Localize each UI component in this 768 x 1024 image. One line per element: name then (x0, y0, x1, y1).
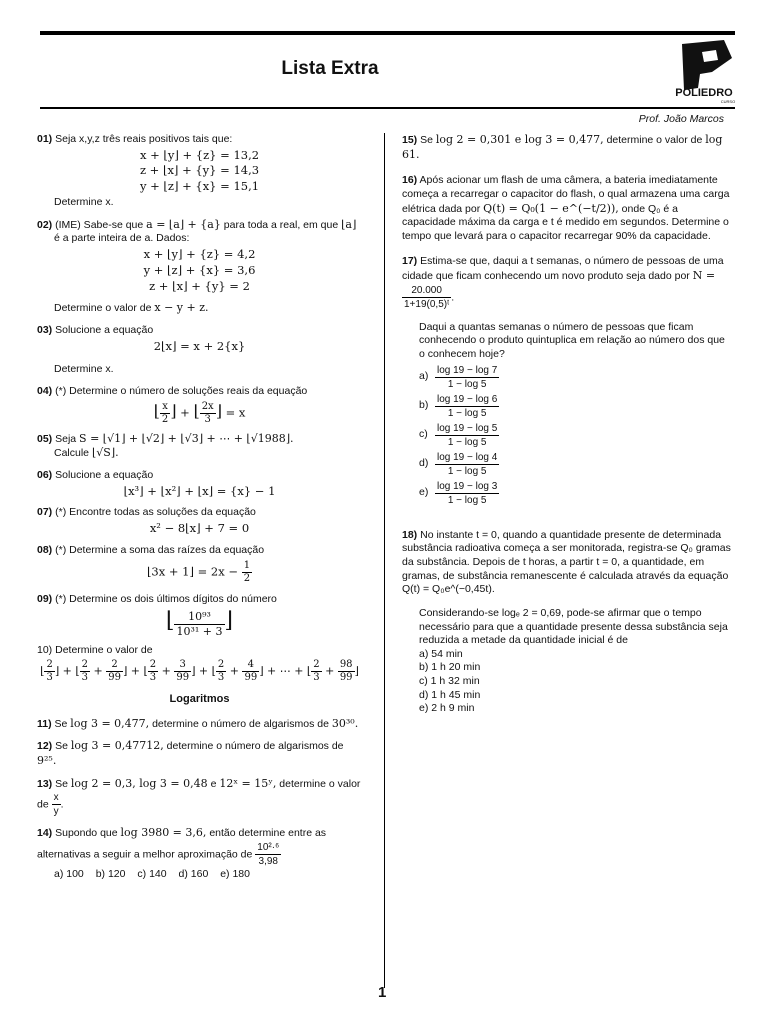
professor-name: Prof. João Marcos (638, 113, 724, 125)
question-08 (37, 544, 362, 585)
question-number: 17) (402, 255, 418, 268)
question-14 (37, 826, 362, 881)
poliedro-logo (672, 38, 736, 104)
logo-subtext: CURSO (720, 99, 736, 104)
question-number: 14) (37, 827, 53, 840)
fraction: $\frac{\text{10⁹³}}{\text{10³¹ + 3}}$ (176, 610, 223, 638)
equation: ⌊x³⌋ + ⌊x²⌋ + ⌊x⌋ = {x} − 1 (123, 483, 276, 498)
math-expression: log 2 = 0,3, log 3 = 0,48 (70, 776, 208, 790)
math-expression: Q(t) = Q₀(1 − e^(−t/2)), (483, 201, 619, 215)
question-text: Solucione a equação (55, 468, 154, 481)
equation: z + ⌊x⌋ + {y} = 2 (149, 278, 250, 293)
question-number: 12) (37, 740, 53, 753)
question-11 (37, 717, 362, 732)
math-expression: log 3 = 0,477, (70, 716, 150, 730)
equation (37, 560, 362, 585)
math-expression: x − y + z. (154, 301, 209, 315)
section-title-logaritmos: Logaritmos (169, 693, 230, 706)
question-text: (*) Determine a soma das raízes da equação (55, 543, 265, 556)
question-number: 15) (402, 134, 418, 146)
math-expression: 9²⁵. (37, 754, 57, 768)
equation: y + ⌊z⌋ + {x} = 15,1 (139, 179, 260, 194)
question-text: Determine o valor de (54, 302, 152, 315)
question-03 (37, 324, 362, 377)
question-number: 08) (37, 543, 53, 556)
fraction: $\frac{\text{10²·⁶}}{3,98}$ (257, 841, 280, 867)
math-expression: ⌊√S⌋. (91, 446, 119, 460)
option-d: d) $\frac{\log 19 - \log 4}{1 - \log 5}$ (419, 451, 498, 477)
fraction: $\frac{98}{99}$ (339, 659, 353, 684)
question-06 (37, 469, 362, 498)
question-text: Se (55, 740, 68, 753)
question-text: determine o valor de (606, 134, 703, 146)
question-13: 13) Se log 2 = 0,3, log 3 = 0,48 e 12ˣ = 15ʸ, determine o valor de $\frac{x}{y}$ . (37, 776, 361, 818)
option-a: a) $\frac{\log 19 - \log 7}{1 - \log 5}$ (419, 364, 498, 390)
question-number: 09) (37, 592, 53, 605)
question-ask (37, 301, 362, 316)
question-text: Seja (55, 432, 77, 445)
fraction: $\frac{2}{3}$ (81, 659, 88, 684)
math-expression: S = ⌊√1⌋ + ⌊√2⌋ + ⌊√3⌋ + ⋯ + ⌊√1988⌋. (79, 431, 294, 445)
question-text: é a parte inteira de a. Dados: (54, 232, 190, 245)
option-e: e) 180 (220, 867, 250, 880)
header-rule-top (40, 31, 735, 35)
question-text: Supondo que (55, 827, 118, 840)
question-text: Estima-se que, daqui a t semanas, o número de pessoas de uma cidade que ficam conhecendo um novo produto seja dado por (402, 255, 724, 283)
question-text: onde Q₀ é a capacidade máxima da carga e t é medido em segundos. Determine o tempo que levará para o capacitor recarregar 90% da capacidade. (402, 202, 729, 242)
question-02 (37, 218, 362, 316)
option-b: b) $\frac{\log 19 - \log 6}{1 - \log 5}$ (419, 393, 498, 419)
fraction: $\frac{x}{y}$ (53, 792, 59, 818)
fraction: $\frac{3}{99}$ (176, 659, 190, 684)
question-text: (*) Determine o número de soluções reais da equação (55, 385, 308, 398)
equation-text: ⌊3x + 1⌋ = 2x − (146, 564, 239, 578)
question-text: determine o valor de (37, 777, 361, 811)
math-expression: 30³⁰. (331, 716, 359, 730)
fraction: $\frac{1}{2}$ (243, 559, 251, 584)
question-number: 18) (402, 528, 418, 541)
equation: ⌊ $\frac{x}{2}$ ⌋ + ⌊ $\frac{2x}{3}$ ⌋ = x (153, 400, 246, 425)
question-text: Calcule (54, 447, 90, 460)
option-b: b) 120 (95, 867, 126, 880)
question-number: 06) (37, 468, 53, 481)
header-rule-bottom (40, 107, 735, 109)
question-text: para toda a real, em que (223, 218, 339, 231)
question-number: 04) (37, 385, 53, 398)
logo-text: POLIEDRO (675, 87, 733, 99)
fraction: $\frac{2}{3}$ (46, 659, 53, 684)
question-text: Determine o valor de (55, 643, 153, 656)
math-expression: log 61. (402, 133, 723, 161)
question-text: Se (420, 134, 433, 146)
page-title: Lista Extra (281, 58, 379, 79)
option-b: b) 1 h 20 min (419, 661, 481, 674)
fraction: $\frac{2x}{3}$ (201, 400, 214, 425)
question-text: Solucione a equação (55, 323, 154, 336)
option-c: c) $\frac{\log 19 - \log 5}{1 - \log 5}$ (419, 422, 498, 448)
question-text: (*) Determine os dois últimos dígitos do número (55, 592, 277, 605)
question-number: 02) (37, 218, 53, 231)
right-column (402, 133, 732, 721)
math-expression: log 3980 = 3,6, (120, 826, 207, 840)
math-expression: 12ˣ = 15ʸ, (219, 776, 277, 790)
question-number: 05) (37, 432, 53, 445)
question-ask: Determine x. (54, 196, 114, 209)
question-number: 10) (37, 643, 53, 656)
question-17: 17) Estima-se que, daqui a t semanas, o número de pessoas de uma cidade que ficam conhecendo um novo produto seja dado por N = $\frac{20.000}{\text{1+19(0,5)ᵗ}}$ . Daqui a quantas semanas o número de pessoas que ficam conhecendo o produto quintuplica em relação ao número dos que o conhecem hoje? a) $\frac{\log 19 - \log 7}{1 - \log 5}$ b) $\frac{\log 19 - \log 6}{1 - \log 5}$ c) $\frac{\log 19 - \log 5}{1 - \log 5}$ d) $\frac{\log 19 - \log 4}{1 - \log 5}$ e) $\frac{\log 19 - \log 3}{1 - \log 5}$ (402, 255, 732, 506)
option-c: c) 140 (137, 867, 167, 880)
question-text: Considerando-se logₑ 2 = 0,69, pode-se afirmar que o tempo necessário para que a quantidade presente dessa substância seja reduzida a metade da quantidade inicial é de (419, 606, 728, 647)
question-text: (*) Encontre todas as soluções da equação (55, 506, 256, 519)
question-ask (37, 446, 362, 461)
fraction: $\frac{4}{99}$ (244, 659, 258, 684)
option-e: e) $\frac{\log 19 - \log 3}{1 - \log 5}$ (419, 480, 498, 506)
question-text: Após acionar um flash de uma câmera, a bateria imediatamente começa a recarregar o capacitor do flash, o qual armazena uma carga elétrica dada por (402, 174, 730, 215)
question-number: 13) (37, 777, 53, 790)
option-e: e) 2 h 9 min (419, 702, 475, 715)
question-01 (37, 133, 362, 210)
question-12 (37, 739, 362, 768)
equation: ⌊ $\frac{\text{10⁹³}}{\text{10³¹ + 3}}$ ⌋ (165, 608, 234, 638)
math-expression: ⌊a⌋ (341, 217, 357, 231)
question-number: 07) (37, 506, 53, 519)
equation: x² − 8⌊x⌋ + 7 = 0 (149, 521, 250, 536)
question-07 (37, 506, 362, 535)
equation: x + ⌊y⌋ + {z} = 13,2 (139, 147, 260, 162)
fraction: $\frac{x}{2}$ (161, 400, 169, 425)
question-text: determine o número de algarismos de (152, 717, 329, 730)
left-column (37, 133, 362, 887)
question-05 (37, 432, 362, 461)
fraction: $\frac{20.000}{\text{1+19(0,5)ᵗ}}$ (404, 284, 450, 310)
question-10 (37, 644, 362, 685)
question-text: No instante t = 0, quando a quantidade presente de determinada substância radioativa começa a ser monitorada, registra-se Q₀ gramas da substância. Depois de t horas, a partir t = 0, a quantidade, em gramas, de substância remanescente é calculada através da equação Q(t) = Q₀e^(−0,45t). (402, 528, 731, 596)
option-a: a) 54 min (419, 647, 463, 660)
fraction: $\frac{2}{3}$ (313, 659, 320, 684)
question-15 (402, 133, 732, 162)
fraction: $\frac{2}{3}$ (217, 659, 225, 684)
page-number: 1 (378, 984, 387, 1001)
option-c: c) 1 h 32 min (419, 675, 480, 688)
answer-options (402, 648, 732, 716)
question-text: Se (55, 777, 68, 790)
math-expression: N = (692, 269, 716, 283)
equation: 2⌊x⌋ = x + 2{x} (153, 338, 246, 353)
question-text: Seja x,y,z três reais positivos tais que: (55, 133, 233, 145)
question-number: 16) (402, 174, 418, 187)
question-04 (37, 385, 362, 426)
question-text: Daqui a quantas semanas o número de pessoas que ficam conhecendo o produto quintuplica em relação ao número dos que o conhecem hoje? (419, 320, 725, 361)
math-expression: a = ⌊a⌋ + {a} (146, 217, 221, 231)
question-16 (402, 174, 732, 243)
option-d: d) 1 h 45 min (419, 688, 481, 701)
question-09 (37, 593, 362, 638)
equation: z + ⌊x⌋ + {y} = 14,3 (139, 163, 260, 178)
fraction: $\frac{2}{3}$ (149, 659, 157, 684)
question-text: então determine entre as alternativas a seguir a melhor aproximação de (37, 827, 327, 861)
option-d: d) 160 (178, 867, 209, 880)
fraction: $\frac{2}{99}$ (108, 659, 121, 684)
question-number: 11) (37, 717, 52, 730)
math-expression: log 3 = 0,47712, (70, 739, 164, 753)
option-a: a) 100 (54, 867, 84, 880)
question-18 (402, 529, 732, 716)
question-number: 01) (37, 133, 53, 145)
question-text: (IME) Sabe-se que (55, 218, 144, 231)
equation: y + ⌊z⌋ + {x} = 3,6 (143, 262, 256, 277)
question-ask: Determine x. (54, 363, 114, 376)
equation: ⌊ $\frac{2}{3}$ ⌋ + ⌊ $\frac{2}{3}$ + $\frac{2}{99}$ ⌋ + ⌊ $\frac{2}{3}$ + $\frac{3}{99}$ ⌋ + ⌊ $\frac{2}{3}$ + $\frac{4}{99}$ ⌋ + ⋯ + ⌊ $\frac{2}{3}$ + $\frac{98}{99}$ ⌋ (40, 659, 359, 684)
column-divider (384, 133, 385, 988)
question-text: determine o número de algarismos de (166, 740, 344, 753)
math-expression: log 2 = 0,301 e log 3 = 0,477, (435, 133, 604, 146)
question-text: Se (54, 717, 68, 730)
answer-options (402, 364, 732, 507)
equation: x + ⌊y⌋ + {z} = 4,2 (143, 246, 256, 261)
question-text: e (210, 777, 217, 790)
question-number: 03) (37, 323, 53, 336)
answer-options (37, 868, 362, 882)
